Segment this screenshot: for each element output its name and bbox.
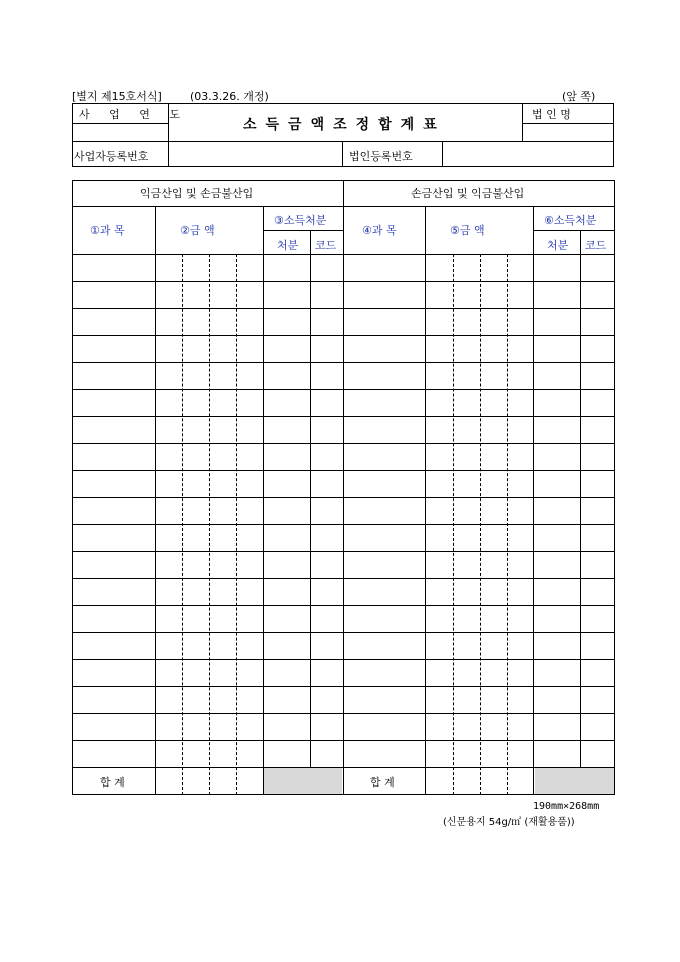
- right-section-heading: 손금산입 및 익금불산입: [411, 187, 525, 200]
- table-entry-cell[interactable]: [343, 335, 425, 362]
- table-entry-cell[interactable]: [310, 308, 343, 335]
- table-entry-cell[interactable]: [425, 308, 533, 335]
- corp-reg-field[interactable]: [443, 142, 613, 166]
- table-entry-cell[interactable]: [425, 335, 533, 362]
- table-entry-cell[interactable]: [533, 308, 580, 335]
- table-entry-cell[interactable]: [72, 416, 155, 443]
- table-entry-cell[interactable]: [310, 281, 343, 308]
- table-entry-cell[interactable]: [155, 497, 263, 524]
- table-entry-cell[interactable]: [263, 335, 310, 362]
- table-entry-cell[interactable]: [155, 524, 263, 551]
- table-entry-cell[interactable]: [580, 443, 615, 470]
- table-entry-cell[interactable]: [343, 470, 425, 497]
- table-entry-cell[interactable]: [580, 605, 615, 632]
- table-entry-cell[interactable]: [72, 686, 155, 713]
- table-entry-cell[interactable]: [580, 308, 615, 335]
- table-entry-cell[interactable]: [343, 281, 425, 308]
- table-entry-cell[interactable]: [533, 524, 580, 551]
- table-entry-cell[interactable]: [425, 470, 533, 497]
- table-entry-cell[interactable]: [425, 416, 533, 443]
- table-entry-cell[interactable]: [580, 578, 615, 605]
- table-entry-cell[interactable]: [533, 686, 580, 713]
- table-entry-cell[interactable]: [310, 740, 343, 767]
- table-entry-cell[interactable]: [533, 632, 580, 659]
- table-entry-cell[interactable]: [155, 713, 263, 740]
- table-entry-cell[interactable]: [533, 335, 580, 362]
- table-entry-cell[interactable]: [155, 335, 263, 362]
- page-title: 소득금액조정합계표: [243, 117, 446, 133]
- total-label-left: 합 계: [100, 776, 125, 789]
- table-entry-cell[interactable]: [310, 389, 343, 416]
- form-id: [별지 제15호서식]: [72, 90, 162, 103]
- table-entry-cell[interactable]: [155, 686, 263, 713]
- table-entry-cell[interactable]: [533, 497, 580, 524]
- col-subject-right: ④과 목: [362, 224, 397, 237]
- business-year-field[interactable]: [169, 104, 449, 140]
- table-entry-cell[interactable]: [72, 551, 155, 578]
- table-row-line: [72, 767, 615, 768]
- grid-line: [534, 230, 615, 231]
- col-subject-left: ①과 목: [90, 224, 125, 237]
- total-label-right: 합 계: [370, 776, 395, 789]
- table-entry-cell[interactable]: [310, 605, 343, 632]
- adjustment-table: [72, 180, 615, 795]
- table-entry-cell[interactable]: [72, 632, 155, 659]
- table-entry-cell[interactable]: [425, 551, 533, 578]
- table-entry-cell[interactable]: [533, 362, 580, 389]
- table-entry-cell[interactable]: [425, 686, 533, 713]
- table-entry-cell[interactable]: [310, 686, 343, 713]
- table-entry-cell[interactable]: [263, 605, 310, 632]
- table-entry-cell[interactable]: [425, 362, 533, 389]
- table-entry-cell[interactable]: [155, 443, 263, 470]
- table-entry-cell[interactable]: [72, 740, 155, 767]
- business-reg-label: 사업자등록번호: [74, 150, 149, 163]
- table-entry-cell[interactable]: [310, 335, 343, 362]
- table-entry-cell[interactable]: [263, 713, 310, 740]
- paper-size: 190mm×268mm: [533, 801, 600, 812]
- table-entry-cell[interactable]: [72, 443, 155, 470]
- table-entry-cell[interactable]: [263, 497, 310, 524]
- table-entry-cell[interactable]: [263, 443, 310, 470]
- table-entry-cell[interactable]: [533, 389, 580, 416]
- table-entry-cell[interactable]: [72, 470, 155, 497]
- col-amount-right: ⑤금 액: [450, 224, 485, 237]
- paper-type: (신문용지 54g/㎡ (재활용품)): [443, 817, 575, 828]
- total-disposition-shade-right: [535, 768, 614, 794]
- table-entry-cell[interactable]: [263, 416, 310, 443]
- table-entry-cell[interactable]: [310, 254, 343, 281]
- table-entry-cell[interactable]: [343, 254, 425, 281]
- table-entry-cell[interactable]: [580, 632, 615, 659]
- corp-name-label: 법 인 명: [532, 108, 571, 121]
- table-entry-cell[interactable]: [310, 524, 343, 551]
- sub-code-left: 코드: [315, 239, 337, 252]
- sub-code-right: 코드: [585, 239, 607, 252]
- table-entry-cell[interactable]: [310, 416, 343, 443]
- table-entry-cell[interactable]: [425, 524, 533, 551]
- table-entry-cell[interactable]: [72, 578, 155, 605]
- table-entry-cell[interactable]: [343, 632, 425, 659]
- table-entry-cell[interactable]: [533, 254, 580, 281]
- table-entry-cell[interactable]: [343, 443, 425, 470]
- table-entry-cell[interactable]: [72, 281, 155, 308]
- table-entry-cell[interactable]: [425, 713, 533, 740]
- table-entry-cell[interactable]: [533, 740, 580, 767]
- table-entry-cell[interactable]: [580, 281, 615, 308]
- table-entry-cell[interactable]: [343, 362, 425, 389]
- table-entry-cell[interactable]: [263, 524, 310, 551]
- table-entry-cell[interactable]: [155, 281, 263, 308]
- table-entry-cell[interactable]: [263, 281, 310, 308]
- table-entry-cell[interactable]: [343, 551, 425, 578]
- sub-disposition-right: 처분: [547, 239, 569, 252]
- table-entry-cell[interactable]: [343, 416, 425, 443]
- table-entry-cell[interactable]: [580, 335, 615, 362]
- table-entry-cell[interactable]: [343, 686, 425, 713]
- table-entry-cell[interactable]: [72, 389, 155, 416]
- table-entry-cell[interactable]: [310, 443, 343, 470]
- table-entry-cell[interactable]: [425, 281, 533, 308]
- table-entry-cell[interactable]: [580, 551, 615, 578]
- table-entry-cell[interactable]: [343, 308, 425, 335]
- table-entry-cell[interactable]: [343, 389, 425, 416]
- table-entry-cell[interactable]: [533, 416, 580, 443]
- table-entry-cell[interactable]: [533, 281, 580, 308]
- table-entry-cell[interactable]: [155, 362, 263, 389]
- table-entry-cell[interactable]: [263, 362, 310, 389]
- table-entry-cell[interactable]: [580, 416, 615, 443]
- table-entry-cell[interactable]: [263, 659, 310, 686]
- table-entry-cell[interactable]: [310, 578, 343, 605]
- table-entry-cell[interactable]: [580, 713, 615, 740]
- table-entry-cell[interactable]: [155, 605, 263, 632]
- sub-disposition-left: 처분: [277, 239, 299, 252]
- table-entry-cell[interactable]: [72, 659, 155, 686]
- table-entry-cell[interactable]: [263, 686, 310, 713]
- table-entry-cell[interactable]: [263, 308, 310, 335]
- table-entry-cell[interactable]: [580, 389, 615, 416]
- table-entry-cell[interactable]: [343, 605, 425, 632]
- table-entry-cell[interactable]: [310, 551, 343, 578]
- table-entry-cell[interactable]: [263, 389, 310, 416]
- corp-reg-label: 법인등록번호: [349, 150, 413, 163]
- table-entry-cell[interactable]: [72, 713, 155, 740]
- table-entry-cell[interactable]: [343, 497, 425, 524]
- table-entry-cell[interactable]: [72, 335, 155, 362]
- col-amount-left: ②금 액: [180, 224, 215, 237]
- table-entry-cell[interactable]: [425, 443, 533, 470]
- table-entry-cell[interactable]: [580, 254, 615, 281]
- table-entry-cell[interactable]: [263, 254, 310, 281]
- business-year-label: 사 업 연 도: [79, 108, 188, 121]
- table-entry-cell[interactable]: [155, 551, 263, 578]
- table-entry-cell[interactable]: [72, 254, 155, 281]
- table-entry-cell[interactable]: [533, 470, 580, 497]
- table-entry-cell[interactable]: [155, 308, 263, 335]
- table-entry-cell[interactable]: [580, 659, 615, 686]
- table-entry-cell[interactable]: [155, 254, 263, 281]
- table-entry-cell[interactable]: [155, 632, 263, 659]
- table-entry-cell[interactable]: [155, 416, 263, 443]
- table-entry-cell[interactable]: [310, 497, 343, 524]
- table-entry-cell[interactable]: [263, 740, 310, 767]
- business-reg-field[interactable]: [169, 142, 341, 166]
- table-entry-cell[interactable]: [580, 497, 615, 524]
- table-entry-cell[interactable]: [425, 632, 533, 659]
- table-entry-cell[interactable]: [155, 578, 263, 605]
- table-entry-cell[interactable]: [425, 497, 533, 524]
- table-entry-cell[interactable]: [533, 605, 580, 632]
- table-entry-cell[interactable]: [343, 659, 425, 686]
- page-side-label: (앞 쪽): [562, 90, 596, 103]
- table-entry-cell[interactable]: [155, 740, 263, 767]
- table-entry-cell[interactable]: [533, 713, 580, 740]
- table-entry-cell[interactable]: [533, 659, 580, 686]
- table-entry-cell[interactable]: [425, 605, 533, 632]
- table-entry-cell[interactable]: [580, 362, 615, 389]
- table-entry-cell[interactable]: [580, 740, 615, 767]
- table-entry-cell[interactable]: [343, 740, 425, 767]
- table-entry-cell[interactable]: [263, 551, 310, 578]
- table-entry-cell[interactable]: [425, 389, 533, 416]
- table-entry-cell[interactable]: [263, 578, 310, 605]
- table-entry-cell[interactable]: [72, 362, 155, 389]
- table-entry-cell[interactable]: [155, 659, 263, 686]
- table-entry-cell[interactable]: [425, 578, 533, 605]
- total-disposition-shade-left: [264, 768, 342, 794]
- table-entry-cell[interactable]: [425, 659, 533, 686]
- table-entry-cell[interactable]: [310, 632, 343, 659]
- grid-line: [263, 230, 343, 231]
- table-entry-cell[interactable]: [310, 470, 343, 497]
- table-entry-cell[interactable]: [343, 578, 425, 605]
- table-entry-cell[interactable]: [343, 524, 425, 551]
- corp-name-field[interactable]: [523, 124, 613, 140]
- table-entry-cell[interactable]: [72, 497, 155, 524]
- table-entry-cell[interactable]: [72, 308, 155, 335]
- table-entry-cell[interactable]: [533, 443, 580, 470]
- table-entry-cell[interactable]: [533, 551, 580, 578]
- table-entry-cell[interactable]: [263, 632, 310, 659]
- table-entry-cell[interactable]: [533, 578, 580, 605]
- table-entry-cell[interactable]: [310, 713, 343, 740]
- table-entry-cell[interactable]: [72, 524, 155, 551]
- table-entry-cell[interactable]: [155, 389, 263, 416]
- table-entry-cell[interactable]: [263, 470, 310, 497]
- table-entry-cell[interactable]: [580, 470, 615, 497]
- col-disposition-right: ⑥소득처분: [544, 214, 597, 227]
- table-entry-cell[interactable]: [580, 524, 615, 551]
- table-entry-cell[interactable]: [425, 254, 533, 281]
- table-entry-cell[interactable]: [310, 659, 343, 686]
- table-entry-cell[interactable]: [580, 686, 615, 713]
- table-entry-cell[interactable]: [425, 740, 533, 767]
- form-revision: (03.3.26. 개정): [190, 90, 269, 103]
- table-entry-cell[interactable]: [155, 470, 263, 497]
- table-entry-cell[interactable]: [343, 713, 425, 740]
- table-entry-cell[interactable]: [72, 605, 155, 632]
- col-disposition-left: ③소득처분: [274, 214, 327, 227]
- left-section-heading: 익금산입 및 손금불산입: [140, 187, 254, 200]
- table-entry-cell[interactable]: [310, 362, 343, 389]
